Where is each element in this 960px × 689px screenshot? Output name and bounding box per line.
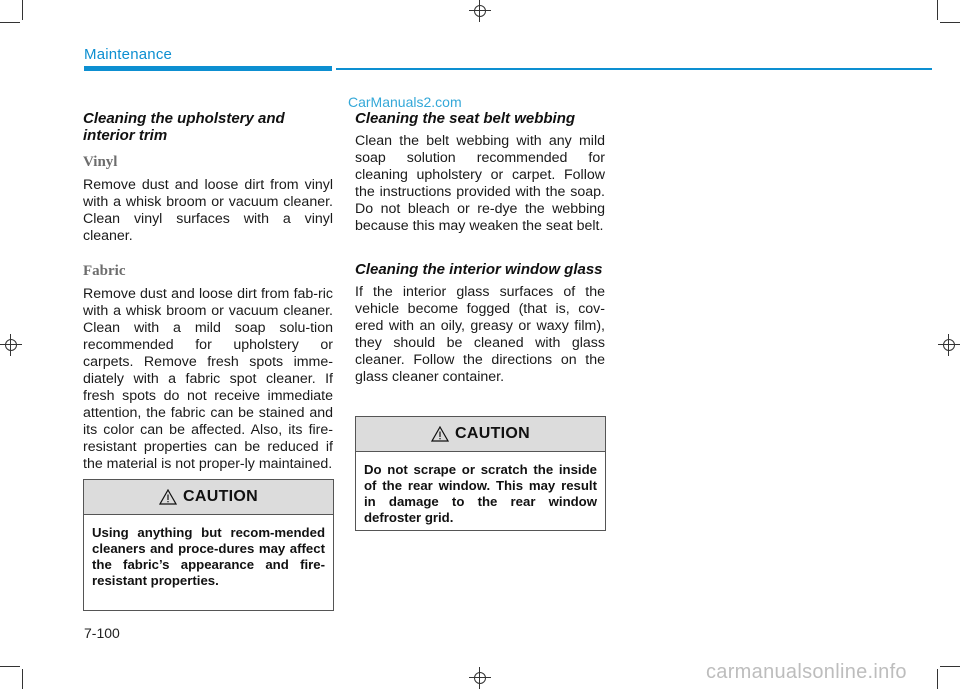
watermark: CarManuals2.com (348, 94, 462, 110)
upholstery-heading: Cleaning the upholstery and interior trim (83, 110, 285, 144)
seat-belt-text: Clean the belt webbing with any mild soap solution recommended for cleaning upholstery or carpet. Follow the instructions provided with the soap. Do not bleach or re-dye the webbing because this may weaken the seat belt. (355, 133, 605, 234)
section-title: Maintenance (84, 46, 173, 63)
page-number: 7-100 (84, 625, 120, 641)
registration-mark-icon (469, 0, 491, 22)
registration-mark-icon (469, 667, 491, 689)
interior-glass-text: If the interior glass surfaces of the vehicle become fogged (that is, cov-ered with an oily, greasy or waxy film), they should be cleaned with glass cleaner. Follow the directions on the glass cleaner container. (355, 284, 605, 385)
fabric-text: Remove dust and loose dirt from fab-ric with a whisk broom or vacuum cleaner. Clean with a mild soap solu-tion recommended for upholstery or carpets. Remove fresh spots imme-diately with a fabric spot cleaner. If fresh spots do not receive immediate attention, the fabric can be stained and its color can be affected. Also, its fire-resistant properties can be reduced if the material is not proper-ly maintained. (83, 286, 333, 472)
header-rule-thick (84, 66, 332, 71)
left-column (83, 110, 333, 473)
caution-header (356, 417, 605, 452)
crop-mark (940, 22, 960, 23)
caution-label: CAUTION (183, 488, 258, 505)
vinyl-subheading: Vinyl (83, 154, 118, 170)
vinyl-text: Remove dust and loose dirt from vinyl with a whisk broom or vacuum cleaner. Clean vinyl surfaces with a vinyl cleaner. (83, 177, 333, 244)
warning-triangle-icon (159, 489, 177, 505)
caution-text: Do not scrape or scratch the inside of the rear window. This may result in damage to the rear window defroster grid. (364, 462, 597, 525)
caution-label: CAUTION (455, 425, 530, 442)
crop-mark (0, 22, 20, 23)
crop-mark (22, 0, 23, 20)
crop-mark (937, 669, 938, 689)
caution-text: Using anything but recom-mended cleaners and proce-dures may affect the fabric’s appearance and fire-resistant properties. (92, 525, 325, 588)
site-watermark: carmanualsonline.info (706, 661, 907, 683)
registration-mark-icon (0, 334, 22, 356)
fabric-subheading: Fabric (83, 263, 126, 279)
seat-belt-heading: Cleaning the seat belt webbing (355, 110, 576, 127)
interior-glass-heading: Cleaning the interior window glass (355, 261, 603, 278)
registration-mark-icon (938, 334, 960, 356)
crop-mark (940, 666, 960, 667)
caution-header (84, 480, 333, 515)
header-rule-thin (336, 68, 932, 70)
crop-mark (0, 666, 20, 667)
caution-box-fabric (83, 479, 334, 611)
crop-mark (22, 669, 23, 689)
caution-box-glass (355, 416, 606, 531)
right-column (355, 110, 605, 386)
crop-mark (937, 0, 938, 20)
warning-triangle-icon (431, 426, 449, 442)
